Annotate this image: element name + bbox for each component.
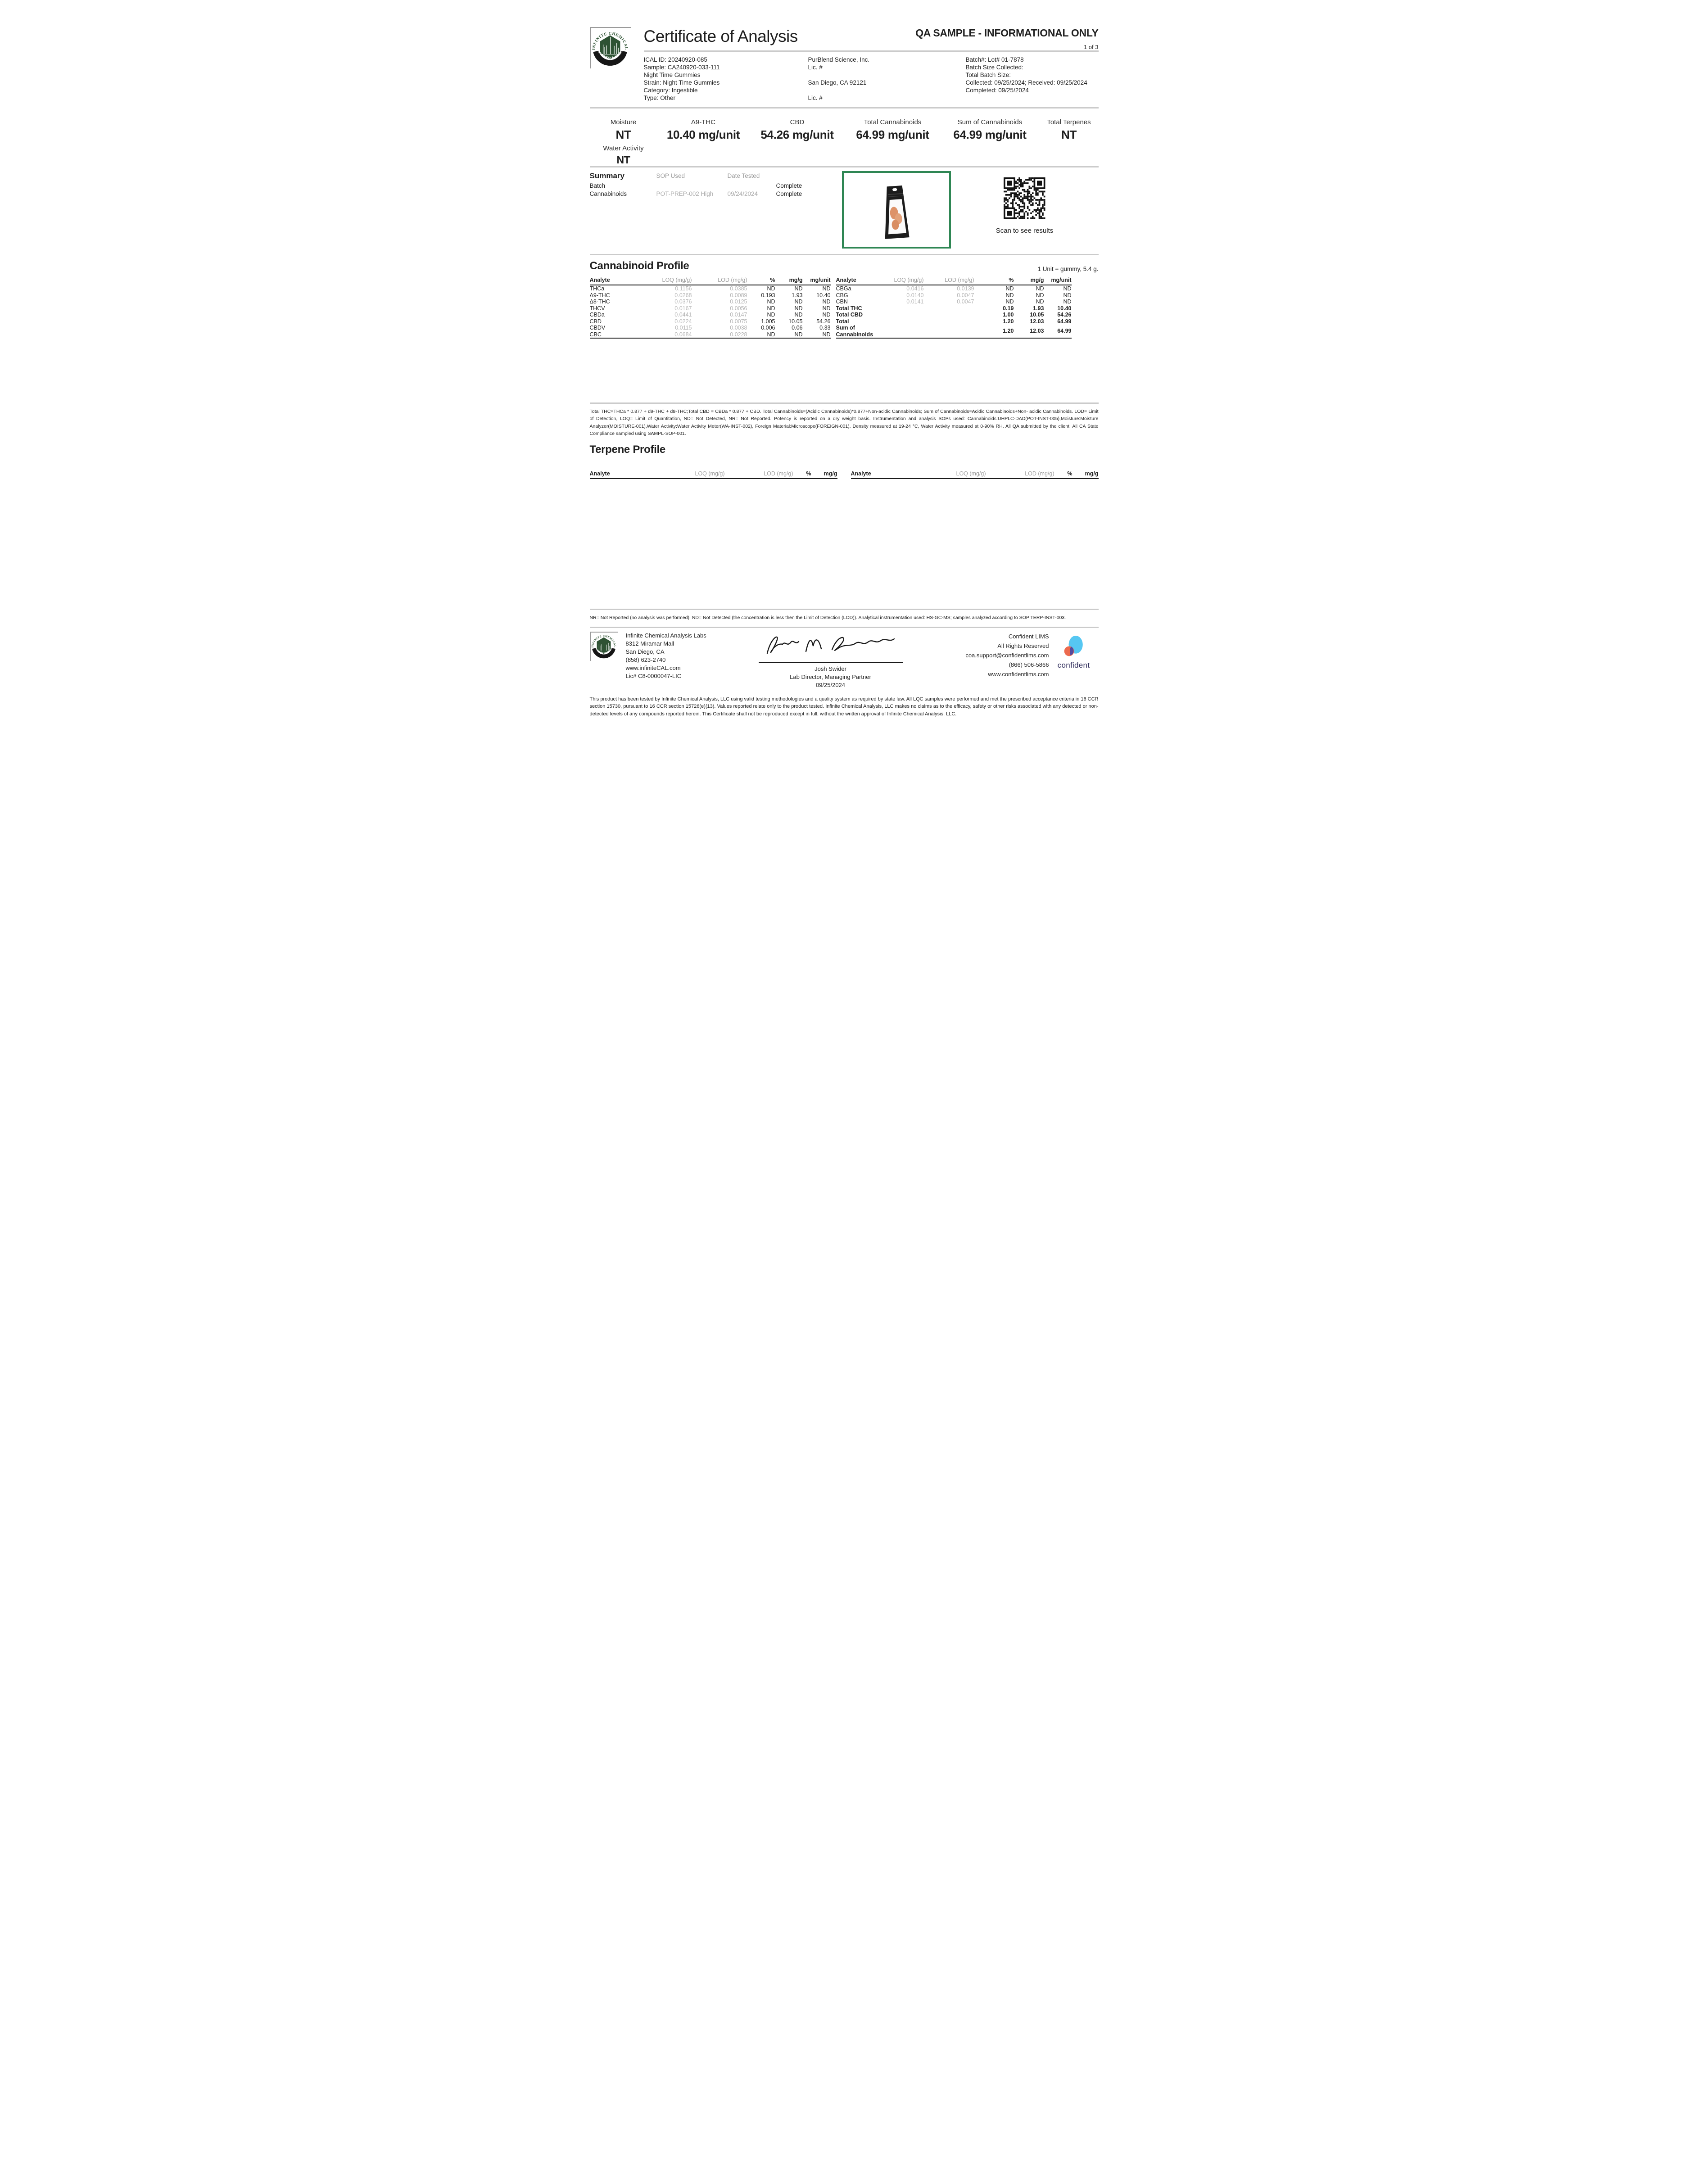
table-row: CBN 0.0141 0.0047 ND ND ND — [836, 298, 1072, 305]
page-number: 1 of 3 — [1083, 44, 1099, 50]
table-row: THCV 0.0167 0.0056 ND ND ND — [589, 305, 831, 312]
metric-sum-cannabinoids — [941, 118, 1040, 166]
footer — [590, 632, 1099, 689]
table-row: CBDV 0.0115 0.0038 0.006 0.06 0.33 — [589, 325, 831, 331]
lab-contact-block — [626, 632, 732, 680]
lims-email-link[interactable]: coa.support@confidentlims.com — [965, 652, 1049, 659]
metric-value: 64.99 mg/unit — [953, 128, 1027, 141]
col-lod: LOD (mg/g) — [725, 470, 793, 479]
summary-title: Summary — [589, 172, 625, 180]
coa-page — [563, 0, 1126, 731]
cannabinoid-footnote: Total THC=THCa * 0.877 + d9-THC + d8-THC;Total CBD = CBDa * 0.877 + CBD. Total Cannabinoids=(Acidic Cannabinoids)*0.877+Non-acidic Cannabinoids; Sum of Cannabinoids=Acidic Cannabinoids+Non- acidic Cannabinoids. LOD= Limit of Detection, LOQ= Limit of Quantitation, ND= Not Detected, NR= Not Reported. Potency is reported on a dry weight basis. Instrumentation and analysis SOPs used: Cannabinoids:UHPLC-DAD(POT-INST-005),Moisture:Moisture Analyzer(MOISTURE-001),Water Activity:Water Activity Meter(WA-INST-002), Foreign Material:Microscope(FOREIGN-001). Density measured at 19-24 °C, Water Activity measured at 0-90% RH. All QA submitted by the client, All CA State Compliance sampled using SAMPL-SOP-001. — [589, 409, 1099, 436]
table-row: CBD 0.0224 0.0075 1.005 10.05 54.26 — [589, 318, 831, 325]
col-analyte: Analyte — [851, 470, 919, 479]
metrics-top-divider — [590, 107, 1099, 109]
metric-value: 10.40 mg/unit — [666, 128, 740, 141]
col-pct: % — [747, 277, 775, 285]
metric-sub-label: Water Activity — [603, 145, 644, 152]
footer-top-divider — [590, 627, 1099, 628]
col-mgg: mg/g — [811, 470, 837, 479]
sample-photo — [842, 171, 951, 249]
sample-type: Type: Other — [643, 95, 676, 101]
lab-phone: (858) 623-2740 — [625, 656, 666, 664]
table-row: Total THC 0.19 1.93 10.40 — [836, 305, 1072, 312]
terpene-footnote-divider — [590, 609, 1099, 610]
table-row: Sum of Cannabinoids 1.20 12.03 64.99 — [836, 325, 1072, 338]
sample-info-column — [644, 56, 808, 102]
col-loq: LOQ (mg/g) — [642, 277, 692, 285]
category: Category: Ingestible — [643, 87, 698, 94]
lab-city: San Diego, CA — [625, 648, 665, 656]
terpene-footnote: NR= Not Reported (no analysis was performed), ND= Not Detected (the concentration is less then the Limit of Detection (LOD)). Analytical instrumentation used: HS-GC-MS; samples analyzed according to SOP TERP-INST-003. — [589, 615, 1066, 621]
table-row: Total 1.20 12.03 64.99 — [836, 318, 1072, 325]
client-license-2: Lic. # — [808, 95, 823, 101]
cannabinoid-table-right — [836, 277, 1072, 339]
col-mgg: mg/g — [775, 277, 803, 285]
cannabinoid-section-divider — [590, 254, 1099, 255]
col-pct: % — [793, 470, 811, 479]
cannabinoid-table-left — [590, 277, 831, 339]
qr-code — [1004, 177, 1045, 222]
product-name: Night Time Gummies — [643, 72, 701, 78]
metric-label: Δ9-THC — [691, 118, 716, 126]
metrics-band — [590, 115, 1099, 166]
footnote-divider — [590, 402, 1099, 404]
lims-name: Confident LIMS — [1008, 633, 1049, 640]
col-lod: LOD (mg/g) — [986, 470, 1054, 479]
table-row: Total CBD 1.00 10.05 54.26 — [836, 312, 1072, 318]
summary-row-date: 09/24/2024 — [727, 190, 758, 197]
infinite-chemical-logo-icon — [591, 633, 617, 659]
signature-date: 09/25/2024 — [815, 681, 846, 688]
summary-row-name: Cannabinoids — [589, 190, 627, 197]
metric-label: Total Terpenes — [1047, 118, 1091, 126]
client-name: PurBlend Science, Inc. — [808, 56, 870, 63]
table-row: CBC 0.0684 0.0228 ND ND ND — [589, 331, 831, 338]
metric-value: NT — [615, 128, 631, 141]
ical-id: ICAL ID: 20240920-085 — [643, 56, 707, 63]
terpene-table-left — [590, 470, 837, 479]
client-license-1: Lic. # — [808, 64, 823, 71]
col-analyte: Analyte — [590, 277, 642, 285]
metric-total-cannabinoids — [845, 118, 941, 166]
summary-top-divider — [590, 166, 1099, 167]
summary-col-sop: SOP Used — [656, 172, 685, 179]
client-city: San Diego, CA 92121 — [808, 79, 867, 86]
infinite-chemical-logo — [590, 27, 631, 68]
batch-number: Batch#: Lot# 01-7878 — [965, 56, 1024, 63]
metric-d9-thc — [657, 118, 750, 166]
signature-block — [732, 632, 930, 689]
cannabinoid-profile-title: Cannabinoid Profile — [589, 260, 689, 272]
signatory-title: Lab Director, Managing Partner — [790, 673, 871, 680]
col-lod: LOD (mg/g) — [924, 277, 974, 285]
col-pct: % — [974, 277, 1014, 285]
sample-photo-image — [872, 176, 921, 244]
col-loq: LOQ (mg/g) — [657, 470, 725, 479]
metric-value: 54.26 mg/unit — [760, 128, 834, 141]
metric-moisture — [590, 118, 657, 166]
lab-name: Infinite Chemical Analysis Labs — [625, 632, 706, 639]
legal-disclaimer: This product has been tested by Infinite Chemical Analysis, LLC using valid testing methodologies and a quality system as required by state law. All LQC samples were performed and met the prescribed acceptance criteria in 16 CCR section 15730, pursuant to 16 CCR section 15726(e)(13). Values reported relate only to the product tested. Infinite Chemical Analysis, LLC makes no claims as to the efficacy, safety or other risks associated with any detected or non-detected levels of any compounds reported herein. This Certificate shall not be reproduced except in full, without the written approval of Infinite Chemical Analysis, LLC. — [589, 696, 1099, 717]
summary-col-date: Date Tested — [727, 172, 760, 179]
table-row: Δ9-THC 0.0268 0.0089 0.193 1.93 10.40 — [589, 292, 831, 298]
table-row: CBGa 0.0416 0.0139 ND ND ND — [836, 285, 1072, 292]
table-row: CBDa 0.0441 0.0147 ND ND ND — [589, 312, 831, 318]
terpene-profile-title: Terpene Profile — [589, 443, 665, 456]
metric-sub-value: NT — [616, 154, 630, 166]
qa-sample-header: QA SAMPLE - INFORMATIONAL ONLY — [915, 27, 1099, 39]
page-title: Certificate of Analysis — [643, 27, 798, 45]
col-lod: LOD (mg/g) — [692, 277, 747, 285]
col-mgunit: mg/unit — [1044, 277, 1072, 285]
infinite-chemical-logo-footer — [590, 632, 618, 661]
col-mgg: mg/g — [1014, 277, 1044, 285]
lims-block — [930, 632, 1049, 679]
table-row: THCa 0.1156 0.0385 ND ND ND — [589, 285, 831, 292]
client-info-column — [808, 56, 966, 102]
signatory-name: Josh Swider — [815, 665, 846, 672]
summary-row-status: Complete — [776, 190, 802, 197]
confident-logo-icon — [1059, 635, 1088, 658]
signature-line — [759, 662, 903, 663]
confident-wordmark: confident — [1057, 661, 1090, 670]
col-loq: LOQ (mg/g) — [919, 470, 986, 479]
metric-label: Moisture — [610, 118, 637, 126]
logo-arc-bottom-text: ANALYSIS LABS — [594, 647, 613, 655]
summary-band — [590, 170, 1099, 250]
table-row: CBG 0.0140 0.0047 ND ND ND — [836, 292, 1072, 298]
metric-total-terpenes — [1040, 118, 1099, 166]
summary-table — [590, 170, 842, 250]
summary-row-name: Batch — [589, 182, 606, 189]
metric-value: 64.99 mg/unit — [856, 128, 929, 141]
logo-arc-bottom-text: ANALYSIS LABS — [596, 49, 624, 60]
metric-cbd — [750, 118, 845, 166]
header-info-columns — [644, 56, 1099, 102]
batch-info-column — [966, 56, 1099, 102]
lims-rights: All Rights Reserved — [997, 642, 1049, 650]
qr-column — [951, 170, 1099, 250]
table-row: Δ8-THC 0.0376 0.0125 ND ND ND — [589, 298, 831, 305]
terpene-table-right — [851, 470, 1099, 479]
terpene-tables — [590, 470, 1099, 479]
unit-note: 1 Unit = gummy, 5.4 g. — [1037, 266, 1099, 272]
lab-address: 8312 Miramar Mall — [625, 640, 674, 647]
col-analyte: Analyte — [590, 470, 657, 479]
batch-size-collected: Batch Size Collected: — [965, 64, 1023, 71]
qr-caption: Scan to see results — [996, 226, 1054, 235]
cannabinoid-tables — [590, 277, 1099, 339]
logo-arc-top-text: INFINITE CHEMICAL — [591, 634, 616, 648]
confident-logo — [1049, 632, 1099, 670]
signature-image — [761, 632, 901, 659]
header — [590, 27, 1099, 102]
col-loq: LOQ (mg/g) — [888, 277, 924, 285]
metric-value: NT — [1061, 128, 1077, 141]
summary-row-sop: POT-PREP-002 High — [656, 190, 714, 197]
completed-date: Completed: 09/25/2024 — [965, 87, 1029, 94]
metric-label: Total Cannabinoids — [864, 118, 922, 126]
metric-label: Sum of Cannabinoids — [957, 118, 1023, 126]
summary-row-status: Complete — [776, 182, 802, 189]
header-divider — [644, 50, 1099, 52]
lims-website-link[interactable]: www.confidentlims.com — [988, 671, 1049, 678]
lab-website-link[interactable]: www.infiniteCAL.com — [625, 665, 681, 672]
lims-phone: (866) 506-5866 — [1009, 661, 1049, 669]
sample-id: Sample: CA240920-033-111 — [643, 64, 720, 71]
infinite-chemical-logo-icon — [591, 28, 629, 66]
lab-license: Lic# C8-0000047-LIC — [625, 673, 682, 680]
col-mgg: mg/g — [1073, 470, 1099, 479]
strain: Strain: Night Time Gummies — [643, 79, 720, 86]
logo-arc-top-text: INFINITE CHEMICAL — [591, 31, 629, 50]
collected-received-dates: Collected: 09/25/2024; Received: 09/25/2024 — [965, 79, 1087, 86]
col-mgunit: mg/unit — [803, 277, 831, 285]
metric-label: CBD — [790, 118, 805, 126]
total-batch-size: Total Batch Size: — [965, 72, 1011, 78]
col-analyte: Analyte — [836, 277, 888, 285]
col-pct: % — [1054, 470, 1073, 479]
